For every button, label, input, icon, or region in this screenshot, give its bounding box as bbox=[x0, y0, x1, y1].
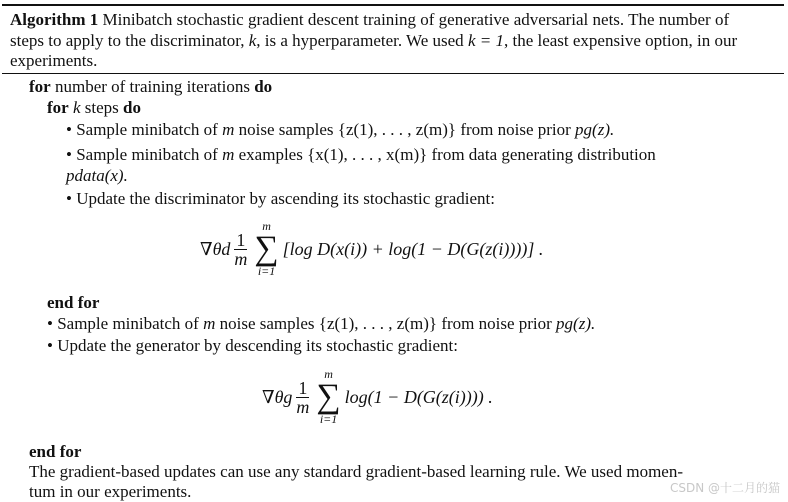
noise-sample-set: {z(1), . . . , z(m)} bbox=[337, 120, 457, 139]
generator-gradient-equation bbox=[262, 366, 493, 428]
algorithm-caption-line-2 bbox=[10, 31, 737, 51]
footer-note-line-1: The gradient-based updates can use any standard gradient-based learning rule. We used momen- bbox=[29, 462, 683, 481]
bullet-icon: • bbox=[66, 120, 72, 139]
footer-note-line-2: tum in our experiments. bbox=[29, 482, 192, 501]
caption-rule bbox=[2, 73, 784, 74]
data-distribution bbox=[66, 166, 128, 186]
caption-text-2c: , the least expensive option, in our bbox=[503, 31, 738, 50]
outer-loop-header bbox=[29, 77, 272, 97]
fraction bbox=[234, 231, 247, 268]
step5-text: Update the generator by descending its stochastic gradient: bbox=[57, 336, 458, 355]
step2-text-c: from data generating distribution bbox=[427, 145, 656, 164]
bullet-icon: • bbox=[66, 189, 72, 208]
step2-text-b: examples bbox=[234, 145, 308, 164]
caption-text-2a: steps to apply to the discriminator, bbox=[10, 31, 245, 50]
caption-text-2b: , is a hyperparameter. We used bbox=[256, 31, 464, 50]
summation bbox=[316, 368, 340, 426]
bullet-icon: • bbox=[47, 314, 53, 333]
fraction-numerator: 1 bbox=[236, 229, 246, 250]
fraction-numerator: 1 bbox=[298, 377, 308, 398]
sum-upper-limit: m bbox=[262, 219, 271, 233]
step1-text-a: Sample minibatch of bbox=[76, 120, 223, 139]
watermark: CSDN @十二月的猫 bbox=[669, 481, 780, 495]
inner-loop-header bbox=[47, 98, 141, 118]
algorithm-caption-line-1 bbox=[10, 10, 729, 30]
bullet-icon: • bbox=[47, 336, 53, 355]
algorithm-caption-line-3: experiments. bbox=[10, 51, 98, 70]
sum-lower-limit: i=1 bbox=[319, 412, 338, 426]
keyword-do: do bbox=[254, 77, 273, 96]
discriminator-objective: [log D(x(i)) + log(1 − D(G(z(i))))] . bbox=[282, 238, 544, 259]
caption-text-1: Minibatch stochastic gradient descent training of generative adversarial nets. The number of bbox=[102, 10, 730, 29]
noise-prior: pg(z). bbox=[575, 120, 615, 139]
step-sample-noise-generator bbox=[47, 314, 595, 334]
keyword-do: do bbox=[123, 98, 141, 117]
step-update-discriminator bbox=[66, 189, 495, 209]
end-outer-loop: end for bbox=[29, 442, 82, 461]
caption-k: k bbox=[248, 31, 257, 50]
step4-text-c: from noise prior bbox=[437, 314, 557, 333]
fraction-denominator: m bbox=[234, 248, 248, 269]
algorithm-label: Algorithm 1 bbox=[10, 10, 99, 29]
caption-k-equals: k = 1 bbox=[467, 31, 504, 50]
step4-m: m bbox=[203, 314, 216, 333]
step2-m: m bbox=[222, 145, 235, 164]
generator-objective: log(1 − D(G(z(i)))) . bbox=[344, 386, 493, 407]
step3-text: Update the discriminator by ascending its stochastic gradient: bbox=[76, 189, 495, 208]
noise-sample-set: {z(1), . . . , z(m)} bbox=[318, 314, 438, 333]
bullet-icon: • bbox=[66, 145, 72, 164]
discriminator-gradient-equation bbox=[200, 218, 543, 280]
example-set: {x(1), . . . , x(m)} bbox=[307, 145, 428, 164]
outer-loop-text: number of training iterations bbox=[50, 77, 255, 96]
data-distribution-symbol: pdata(x). bbox=[66, 166, 128, 185]
sum-upper-limit: m bbox=[324, 367, 333, 381]
step4-text-b: noise samples bbox=[215, 314, 319, 333]
fraction-denominator: m bbox=[296, 396, 310, 417]
step-sample-noise-discriminator bbox=[66, 120, 614, 140]
summation bbox=[254, 220, 278, 278]
step-update-generator bbox=[47, 336, 458, 356]
fraction bbox=[296, 379, 309, 416]
step1-m: m bbox=[222, 120, 235, 139]
step1-text-b: noise samples bbox=[234, 120, 338, 139]
keyword-for: for bbox=[29, 77, 51, 96]
step4-text-a: Sample minibatch of bbox=[57, 314, 204, 333]
end-inner-loop: end for bbox=[47, 293, 100, 312]
top-rule bbox=[2, 4, 784, 6]
inner-loop-text: steps bbox=[80, 98, 124, 117]
step1-text-c: from noise prior bbox=[456, 120, 576, 139]
step2-text-a: Sample minibatch of bbox=[76, 145, 223, 164]
keyword-for: for bbox=[47, 98, 69, 117]
gradient-symbol: ∇θd bbox=[200, 238, 231, 259]
gradient-symbol: ∇θg bbox=[262, 386, 293, 407]
sum-lower-limit: i=1 bbox=[257, 264, 276, 278]
noise-prior: pg(z). bbox=[556, 314, 596, 333]
sigma-icon: ∑ bbox=[254, 230, 279, 267]
inner-loop-k: k bbox=[72, 98, 81, 117]
sigma-icon: ∑ bbox=[316, 378, 341, 415]
step-sample-examples bbox=[66, 145, 656, 165]
